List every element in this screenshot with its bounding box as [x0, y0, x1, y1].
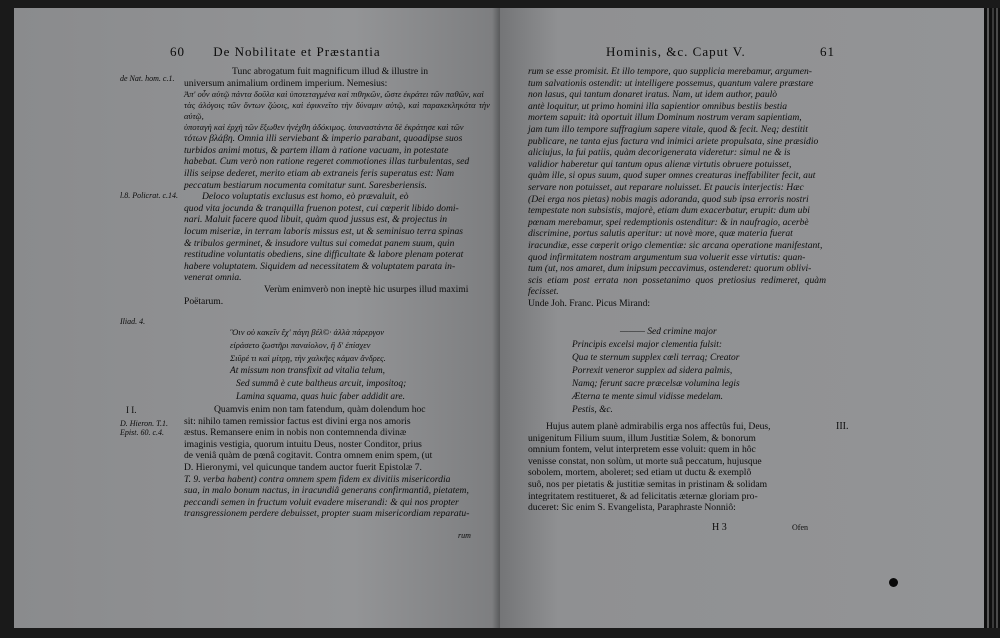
text-line: transgressionem perdere debuisset, propter suam misericordiam reparatu- — [184, 508, 470, 520]
catchword: rum — [458, 531, 471, 540]
text-line: rum se esse promisit. Et illo tempore, quo supplicia merebamur, argumen- — [528, 66, 812, 77]
text-line: imaginis vestigia, quorum intuitu Deus, noster Conditor, prius — [184, 438, 422, 450]
text-line: unigenitum Filium suum, illum Justitiæ Solem, & bonorum — [528, 432, 756, 444]
right-running-head — [606, 44, 835, 60]
text-line: tum (ut, nos amaret, dum inipsum peccavimus, ostenderet: quorum oblivi- — [528, 263, 812, 275]
left-running-title: De Nobilitate et Præstantia — [213, 44, 381, 59]
text-line: antè loquitur, ut primo homini illa sapientior omnibus bestiis bestia — [528, 100, 788, 112]
text-line: discrimine, portus salutis aperitur: ut novè more, quæ materia fuerat — [528, 228, 793, 240]
verse-line: Pestis, &c. — [572, 405, 613, 415]
text-line: Unde Joh. Franc. Picus Mirand: — [528, 297, 651, 309]
text-line: habebat. Cum verò non ratione regeret commotiones illas turbulentas, sed — [184, 156, 470, 168]
left-page — [14, 8, 500, 628]
text-line: servare non potuisset, aut reparare noluisset. Et paucis interjectis: Hæc — [528, 181, 804, 193]
text-line: scis etiam post errata non possetanimo quos pretiosius redimeret, quàm fecisset. — [528, 274, 826, 298]
text-line: Quamvis enim non tam fatendum, quàm dolendum hoc — [214, 404, 426, 415]
right-body-upper — [528, 66, 826, 309]
text-line: Ἀπ' οὖν αὐτῷ πάντα δοῦλα καὶ ὑποτεταγμένα καὶ πιθηκῶν, ὥστε ἐκράτει τῶν παθῶν, καὶ — [184, 89, 484, 100]
text-line: suô, nos per pietatis & justitiæ semitas in pristinam & solidam — [528, 478, 768, 490]
text-line: pœnam merebamur, spei redemptionis ostenditur: & in naufragio, acerbè — [528, 216, 809, 228]
right-page — [500, 8, 984, 628]
text-line: (Dei erga nos pietas) nobis magis adoranda, quod sub ipsa erroris nostri — [528, 193, 809, 205]
ink-spot — [889, 578, 898, 587]
text-line: illis seipse dederet, merito etiam ab extraneis feris superatus est: Nam — [184, 167, 455, 179]
text-line: sobolem, mortem, aboleret; sed etiam ut ductu & exemplô — [528, 467, 752, 479]
text-line: T. 9. verba habent) contra omnem spem fidem ex divitiis misericordia — [184, 473, 451, 485]
verse-line: Sed summâ è cute baltheus arcuit, impositoq; — [236, 379, 407, 389]
text-line: Poëtarum. — [184, 295, 224, 307]
margin-note: l.8. Policrat. c.14. — [120, 191, 178, 200]
text-line: Deloco voluptatis exclusus est homo, eò prævaluit, eò — [202, 191, 409, 203]
verse-line: Ὃιν οὐ κακεῖν ἔχ' πάγη βέλ©· ἀλλὰ πάρεργον — [230, 327, 385, 337]
left-body-upper — [184, 66, 490, 307]
text-line: Tunc abrogatum fuit magnificum illud & illustre in — [232, 66, 429, 77]
latin-verse — [230, 365, 406, 404]
text-line: peccatum bestiarum nocumenta comitatur sunt. Saresberiensis. — [184, 179, 427, 191]
text-line: Verùm enimverò non ineptè hic usurpes illud maximi — [264, 283, 469, 295]
verse-line: Principis excelsi major clementia fulsit: — [572, 340, 722, 350]
margin-note: III. — [836, 421, 849, 432]
signature-mark: H 3 — [712, 522, 727, 533]
text-line: nari. Maluit facere quod libuit, quàm quod jussus est, & projectus in — [184, 214, 448, 226]
margin-note: de Nat. hom. c.1. — [120, 74, 175, 83]
margin-note: D. Hieron. T.1. Epist. 60. c.4. — [120, 419, 168, 437]
right-folio: 61 — [819, 44, 835, 59]
text-line: restitudine voluntatis obediens, sine difficultate & labore plenam poterat — [184, 249, 464, 261]
text-line: omnium fontem, velut interpretem esse voluit: quem in hôc — [528, 444, 756, 456]
text-line: τότων βλάβη. Omnia illi serviebant & imperio parabant, quoadipse suos — [184, 133, 463, 145]
text-line: æstus. Remansere enim in nobis non contemnenda divinæ — [184, 427, 407, 439]
text-line: tempestate non subsistis, majorè, etiam dum exacerbatur, erupit: dum ubi — [528, 205, 810, 217]
text-line: jam tum illo tempore suffragium sapere vitale, quod & fecit. Neq; destitit — [528, 123, 808, 135]
text-line: quàm ille, si opus suum, quod super omnes creaturas ineffabiliter fecit, aut — [528, 170, 816, 182]
catchword: Ofen — [792, 523, 808, 532]
right-running-title: Hominis, &c. Caput V. — [606, 44, 746, 59]
text-line: universum animalium ordinem imperium. Nemesius: — [184, 77, 388, 89]
text-line: quod vita jocunda & tranquilla fruenon potest, cui cœperit libido domi- — [184, 202, 459, 214]
text-line: tum salvationis ostendit: ut intelligere possemus, quantum valere præstare — [528, 77, 814, 89]
text-line: peccandi semen in fructum voluit evadere miserandi: & qui nos propter — [184, 496, 459, 508]
text-line: locum miseriæ, in terram laboris missus est, ut & seminisuo terra spinas — [184, 225, 464, 237]
verse-line: Æterna te mente simul vidisse medelam. — [572, 392, 724, 402]
left-running-head — [170, 44, 381, 60]
text-line: habere voluptatem. Siquidem ad necessitatem & voluptatem parata in- — [184, 260, 456, 272]
verse-line: Qua te sternum supplex cœli terraq; Creator — [572, 353, 740, 363]
greek-verse — [230, 326, 386, 365]
margin-note: Iliad. 4. — [120, 317, 146, 326]
text-line: & tribulos germinet, & insudore vultus sui comedat panem suum, quin — [184, 237, 455, 249]
right-body-lower — [528, 421, 826, 514]
text-line: sit: nihilo tamen remissior factus est divini erga nos amoris — [184, 415, 411, 427]
text-line: turbidos animi motus, & partem illam à ratione vacuam, in potestate — [184, 144, 449, 156]
text-line: mortem sapuit: ità oportuit illum Dominum nostrum veram sapientiam, — [528, 112, 802, 124]
text-line: iracundiæ, esse cœperit origo clementiæ: sic arcana operatione manifestant, — [528, 239, 823, 251]
page-edges — [984, 8, 1000, 628]
text-line: aliciujus, la fui patiis, quàm decorigenerata videretur: simul ne & is — [528, 147, 791, 159]
text-line: validior haberetur qui tantum opus alienæ virtutis obruere potuisset, — [528, 158, 792, 170]
verse-line: Lamina squama, quas huic faber addidit are. — [236, 392, 405, 402]
text-line: D. Hieronymi, vel quicunque tandem auctor fuerit Epistolæ 7. — [184, 461, 422, 473]
text-line: de veniâ quàm de pœnâ cogitavit. Contra omnem enim spem, (ut — [184, 450, 433, 462]
verse-line: ——— Sed crimine major — [620, 327, 717, 337]
verse-line: Σιῦρέ τι καὶ μίτρῃ, τὴν χαλκῆες κάμαν ἄνδρες. — [230, 353, 386, 363]
verse-line: Namq; ferunt sacre præcelsæ volumina legis — [572, 379, 740, 389]
text-line: τὰς ἀλόγοις τῶν ὄντων ζώοις, καὶ ἐφικνεῖτο τὴν δύναμιν αὐτῷ, καὶ παρακεκληκότα τὴν αὐτῷ, — [184, 100, 490, 122]
text-line: integritatem restitueret, & ad felicitatis æternæ gloriam pro- — [528, 490, 758, 502]
right-verse — [572, 326, 740, 417]
text-line: non lasus, qui tantum donaret iratus. Nam, ut idem author, paulò — [528, 89, 778, 101]
text-line: Hujus autem planè admirabilis erga nos affectûs fui, Deus, — [546, 421, 771, 432]
verse-line: Porrexit veneror supplex ad sidera palmis, — [572, 366, 733, 376]
text-line: venerat omnia. — [184, 272, 242, 284]
text-line: quod infirmitatem nostram argumentum sua voluerit esse virtutis: quan- — [528, 251, 806, 263]
text-line: sua, in malo bonum nactus, in iracundiâ generans confirmantiâ, pietatem, — [184, 485, 469, 497]
text-line: ὑποταγὴ καὶ ἐρχὴ τῶν ἔξωθεν ἠνέχθη ἀδόκιμος. ὑπαναστάντα δὲ ἐκράτησε καὶ τῶν — [184, 122, 464, 133]
left-body-lower — [184, 404, 490, 520]
left-folio: 60 — [170, 44, 185, 59]
margin-note: I I. — [126, 405, 137, 415]
text-line: publicare, ne tanta ejus factura vnd inimici ariete propulsata, sine præsidio — [528, 135, 819, 147]
text-line: venisse constat, non solùm, ut morte suâ peccatum, hujusque — [528, 455, 762, 467]
verse-line: At missum non transfixit ad vitalia telum, — [230, 366, 385, 376]
text-line: duceret: Sic enim S. Evangelista, Paraphraste Nonniô: — [528, 502, 736, 514]
verse-line: εἰράσετο ζωστῆρι παναίολον, ἢ δ' ἐπίσχεν — [230, 340, 371, 350]
